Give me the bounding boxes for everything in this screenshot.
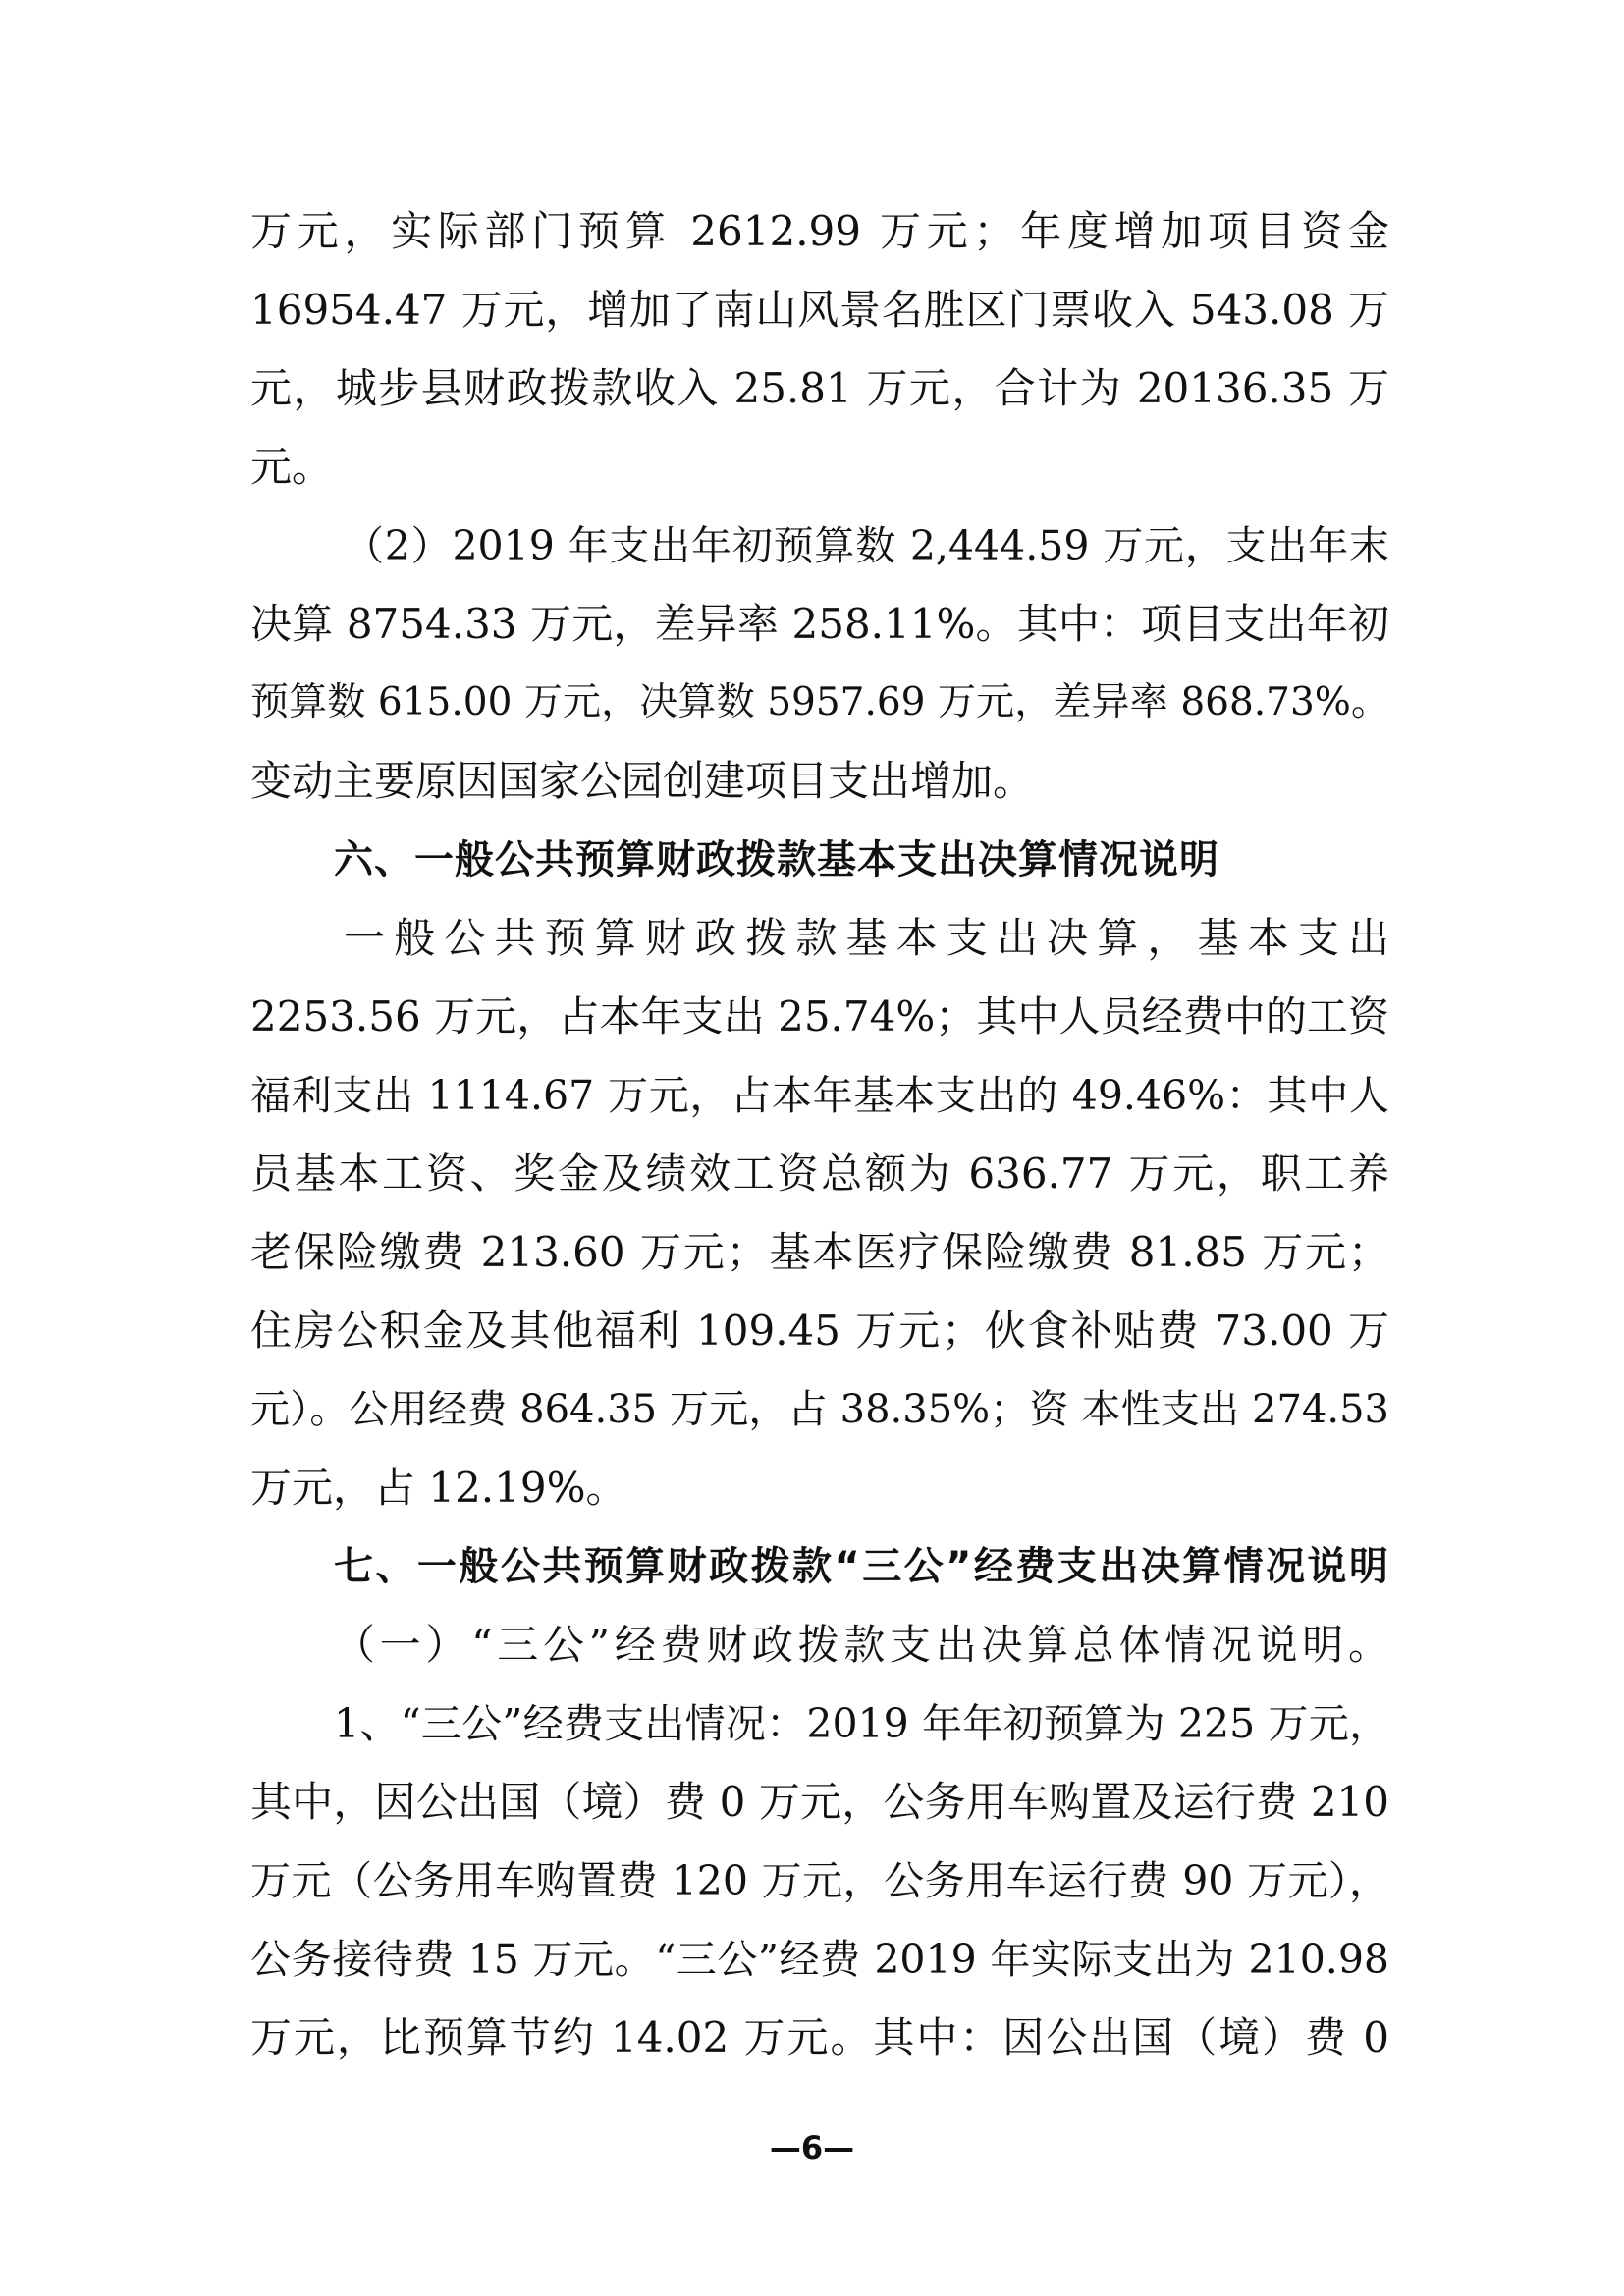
- section-heading-six: 六、一般公共预算财政拨款基本支出决算情况说明: [334, 837, 1219, 882]
- paragraph-line: （一）“三公”经费财政拨款支出决算总体情况说明。: [334, 1621, 1389, 1669]
- paragraph-line: 其中，因公出国（境）费 0 万元，公务用车购置及运行费 210: [250, 1778, 1389, 1826]
- paragraph-line: 万元，占 12.19%。: [250, 1464, 627, 1512]
- paragraph-line: 预算数 615.00 万元，决算数 5957.69 万元，差异率 868.73%。: [250, 680, 1389, 724]
- paragraph-line: 元）。公用经费 864.35 万元，占 38.35%；资 本性支出 274.53: [250, 1387, 1389, 1432]
- paragraph-line: 万元，实际部门预算 2612.99 万元；年度增加项目资金: [250, 207, 1389, 255]
- paragraph-line: （2）2019 年支出年初预算数 2,444.59 万元，支出年末: [344, 522, 1389, 569]
- paragraph-line: 万元（公务用车购置费 120 万元，公务用车运行费 90 万元），: [250, 1857, 1389, 1904]
- paragraph-line: 元。: [250, 443, 334, 491]
- paragraph-line: 16954.47 万元，增加了南山风景名胜区门票收入 543.08 万: [250, 286, 1389, 334]
- paragraph-line: 变动主要原因国家公园创建项目支出增加。: [250, 757, 1035, 805]
- paragraph-line: 决算 8754.33 万元，差异率 258.11%。其中：项目支出年初: [250, 600, 1389, 648]
- paragraph-line: 1、“三公”经费支出情况：2019 年年初预算为 225 万元，: [334, 1700, 1389, 1747]
- paragraph-line: 老保险缴费 213.60 万元；基本医疗保险缴费 81.85 万元；: [250, 1228, 1389, 1276]
- paragraph-line: 住房公积金及其他福利 109.45 万元；伙食补贴费 73.00 万: [250, 1307, 1389, 1355]
- paragraph-line: 员基本工资、奖金及绩效工资总额为 636.77 万元，职工养: [250, 1149, 1389, 1198]
- paragraph-line: 元，城步县财政拨款收入 25.81 万元，合计为 20136.35 万: [250, 364, 1389, 412]
- section-heading-seven: 七、一般公共预算财政拨款“三公”经费支出决算情况说明: [334, 1544, 1389, 1589]
- paragraph-line: 万元，比预算节约 14.02 万元。其中：因公出国（境）费 0: [250, 2013, 1389, 2061]
- page-number: —6—: [769, 2129, 855, 2166]
- paragraph-line: 2253.56 万元，占本年支出 25.74%；其中人员经费中的工资: [250, 992, 1389, 1041]
- paragraph-line: 福利支出 1114.67 万元，占本年基本支出的 49.46%：其中人: [250, 1072, 1389, 1119]
- paragraph-line: 一般公共预算财政拨款基本支出决算，基本支出: [344, 914, 1389, 962]
- paragraph-line: 公务接待费 15 万元。“三公”经费 2019 年实际支出为 210.98: [250, 1936, 1389, 1983]
